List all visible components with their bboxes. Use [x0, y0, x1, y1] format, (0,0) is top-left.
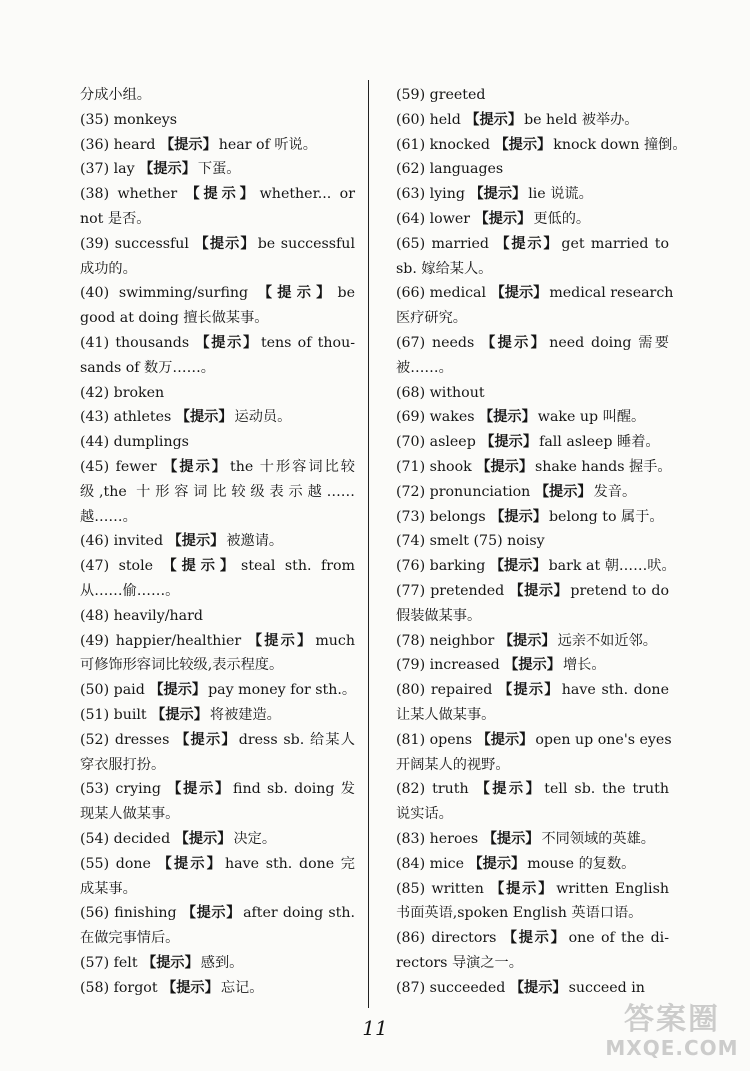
- hint-marker: 【提示】: [465, 111, 523, 128]
- hint-marker: 【提示】: [149, 682, 207, 699]
- answer-entry: [80, 430, 355, 455]
- hint-marker: 【提示】: [162, 979, 219, 996]
- answer-entry: [80, 108, 355, 133]
- answer-entry: [80, 852, 355, 902]
- answer-entry: [396, 554, 676, 579]
- answer-entry: [80, 678, 355, 703]
- answer-entry: [80, 133, 355, 158]
- answer-line: (64) lower 【提示】 更低的。: [396, 210, 591, 227]
- answer-line: (56) finishing 【提示】 after doing sth.: [80, 905, 355, 922]
- answer-line: 被……。: [396, 359, 453, 376]
- answer-line: 可修饰形容词比较级,表示程度。: [80, 657, 284, 674]
- answer-entry: [80, 381, 355, 406]
- answer-line: sb. 嫁给某人。: [396, 260, 493, 277]
- answer-entry: [396, 976, 669, 1001]
- hint-marker: 【提示】: [490, 285, 548, 302]
- hint-marker: 【提示】: [175, 409, 233, 426]
- hint-marker: 【提示】: [257, 285, 336, 302]
- answer-entry: [80, 405, 355, 430]
- answer-entry: [396, 728, 672, 778]
- watermark-logo: [602, 1003, 742, 1065]
- answer-line: (53) crying 【提示】 find sb. doing 发: [80, 781, 355, 798]
- answer-line: (50) paid 【提示】 pay money for sth.。: [80, 682, 357, 699]
- answer-entry: [80, 83, 355, 108]
- answer-line: (45) fewer 【提示】 the 十形容词比较: [80, 458, 355, 475]
- hint-marker: 【提示】: [194, 235, 256, 252]
- left-answer-column: [80, 83, 355, 1000]
- answer-entry: [396, 505, 669, 530]
- hint-marker: 【提示】: [174, 830, 232, 847]
- answer-entry: [396, 579, 669, 629]
- answer-line: (55) done 【提示】 have sth. done 完: [80, 855, 355, 872]
- answer-line: (82) truth 【提示】 tell sb. the truth: [396, 781, 669, 798]
- answer-entry: [396, 381, 669, 406]
- answer-line: (69) wakes 【提示】 wake up 叫醒。: [396, 409, 646, 426]
- hint-marker: 【提示】: [167, 781, 232, 798]
- answer-entry: [396, 405, 669, 430]
- answer-entry: [396, 133, 687, 158]
- watermark-site-text: MXQE.COM: [605, 1036, 739, 1060]
- answer-entry: [396, 777, 669, 827]
- answer-entry: [396, 827, 669, 852]
- answer-entry: [80, 901, 355, 951]
- answer-line: (40) swimming/surfing 【提示】 be: [80, 285, 355, 302]
- answer-entry: [80, 703, 355, 728]
- answer-line: 成功的。: [80, 260, 137, 277]
- answer-line: (48) heavily/hard: [80, 607, 203, 624]
- answer-line: (83) heroes 【提示】 不同领域的英雄。: [396, 830, 655, 847]
- answer-entry: [396, 455, 672, 480]
- hint-marker: 【提示】: [167, 533, 225, 550]
- answer-entry: [396, 157, 669, 182]
- answer-line: (51) built 【提示】 将被建造。: [80, 706, 281, 723]
- page-number: 11: [362, 1016, 388, 1040]
- hint-marker: 【提示】: [157, 855, 224, 872]
- hint-marker: 【提示】: [498, 682, 560, 699]
- answer-entry: [80, 182, 355, 232]
- answer-line: (86) directors 【提示】 one of the di-: [396, 930, 669, 947]
- answer-entry: [80, 827, 355, 852]
- answer-entry: [396, 108, 669, 133]
- answer-line: (65) married 【提示】 get married to: [396, 235, 670, 252]
- hint-marker: 【提示】: [476, 731, 534, 748]
- answer-line: (73) belongs 【提示】 belong to 属于。: [396, 508, 664, 525]
- answer-line: 成某事。: [80, 880, 137, 897]
- hint-marker: 【提示】: [247, 632, 314, 649]
- answer-entry: [80, 529, 355, 554]
- answer-line: (44) dumplings: [80, 434, 189, 451]
- answer-line: (67) needs 【提示】 need doing 需要: [396, 334, 669, 351]
- hint-marker: 【提示】: [479, 409, 536, 426]
- answer-entry: [80, 604, 355, 629]
- answer-entry: [80, 157, 355, 182]
- hint-marker: 【提示】: [534, 483, 592, 500]
- answer-line: 级,the 十形容词比较级表示越……: [80, 483, 355, 500]
- hint-marker: 【提示】: [494, 136, 552, 153]
- answer-line: (63) lying 【提示】 lie 说谎。: [396, 186, 593, 203]
- hint-marker: 【提示】: [476, 458, 534, 475]
- answer-line: 假装做某事。: [396, 607, 482, 624]
- right-answer-column: [396, 83, 687, 1000]
- answer-line: (46) invited 【提示】 被邀请。: [80, 533, 284, 550]
- answer-entry: [80, 976, 355, 1001]
- hint-marker: 【提示】: [162, 558, 240, 575]
- hint-marker: 【提示】: [139, 161, 196, 178]
- answer-line: 越……。: [80, 508, 137, 525]
- hint-marker: 【提示】: [480, 434, 538, 451]
- hint-marker: 【提示】: [142, 954, 199, 971]
- answer-entry: [80, 777, 355, 827]
- answer-line: 穿衣服打扮。: [80, 756, 166, 773]
- hint-marker: 【提示】: [498, 632, 556, 649]
- answer-line: (57) felt 【提示】 感到。: [80, 954, 244, 971]
- answer-line: (66) medical 【提示】 medical research: [396, 285, 674, 302]
- answer-entry: [396, 182, 669, 207]
- answer-entry: [396, 678, 669, 728]
- answer-entry: [80, 281, 355, 331]
- hint-marker: 【提示】: [481, 334, 548, 351]
- answer-line: 从……偷……。: [80, 582, 180, 599]
- hint-marker: 【提示】: [151, 706, 208, 723]
- answer-line: (76) barking 【提示】 bark at 朝……吠。: [396, 558, 676, 575]
- answer-entry: [80, 728, 355, 778]
- answer-line: sands of 数万……。: [80, 359, 215, 376]
- answer-entry: [396, 629, 669, 654]
- answer-line: (70) asleep 【提示】 fall asleep 睡着。: [396, 434, 660, 451]
- answer-entry: [80, 232, 355, 282]
- column-divider: [368, 80, 369, 1008]
- answer-line: (71) shook 【提示】 shake hands 握手。: [396, 458, 672, 475]
- answer-entry: [396, 480, 669, 505]
- answer-entry: [80, 455, 355, 529]
- answer-entry: [396, 653, 669, 678]
- answer-line: (68) without: [396, 384, 485, 401]
- answer-line: (59) greeted: [396, 87, 486, 103]
- hint-marker: 【提示】: [163, 458, 228, 475]
- answer-line: (84) mice 【提示】 mouse 的复数。: [396, 855, 636, 872]
- answer-line: (47) stole 【提示】 steal sth. from: [80, 558, 355, 575]
- answer-entry: [80, 554, 355, 604]
- answer-line: (85) written 【提示】 written English: [396, 880, 669, 897]
- answer-line: 说实话。: [396, 806, 453, 823]
- hint-marker: 【提示】: [502, 930, 567, 947]
- answer-line: (81) opens 【提示】 open up one's eyes: [396, 731, 672, 748]
- hint-marker: 【提示】: [490, 508, 547, 525]
- hint-marker: 【提示】: [475, 781, 543, 798]
- hint-marker: 【提示】: [474, 210, 532, 227]
- answer-line: (41) thousands 【提示】 tens of thou-: [80, 334, 355, 351]
- answer-entry: [80, 629, 355, 679]
- answer-entry: [396, 529, 669, 554]
- answer-line: 在做完事情后。: [80, 930, 180, 947]
- hint-marker: 【提示】: [469, 186, 527, 203]
- hint-marker: 【提示】: [175, 731, 237, 748]
- answer-line: (80) repaired 【提示】 have sth. done: [396, 682, 669, 699]
- answer-line: (38) whether 【提示】 whether... or: [80, 186, 355, 203]
- answer-line: 开阔某人的视野。: [396, 756, 510, 773]
- answer-entry: [80, 951, 355, 976]
- answer-entry: [396, 331, 669, 381]
- answer-line: (43) athletes 【提示】 运动员。: [80, 409, 292, 426]
- answer-line: (72) pronunciation 【提示】 发音。: [396, 483, 637, 500]
- answer-entry: [396, 281, 674, 331]
- answer-line: rectors 导演之一。: [396, 954, 523, 971]
- hint-marker: 【提示】: [195, 334, 259, 351]
- answer-line: (36) heard 【提示】 hear of 听说。: [80, 136, 317, 153]
- answer-entry: [80, 331, 355, 381]
- answer-line: 现某人做某事。: [80, 806, 180, 823]
- answer-line: (74) smelt (75) noisy: [396, 533, 545, 550]
- answer-line: (54) decided 【提示】 决定。: [80, 830, 277, 847]
- hint-marker: 【提示】: [185, 186, 258, 203]
- answer-line: (58) forgot 【提示】 忘记。: [80, 979, 264, 996]
- answer-line: (62) languages: [396, 161, 504, 178]
- answer-line: (42) broken: [80, 384, 165, 401]
- answer-entry: [396, 207, 669, 232]
- answer-line: good at doing 擅长做某事。: [80, 310, 269, 327]
- answer-entry: [396, 852, 669, 877]
- answer-line: (35) monkeys: [80, 111, 178, 128]
- answer-line: 医疗研究。: [396, 310, 467, 327]
- answer-entry: [396, 877, 669, 927]
- answer-line: (39) successful 【提示】 be successful: [80, 235, 355, 252]
- hint-marker: 【提示】: [495, 235, 560, 252]
- answer-line: (60) held 【提示】 be held 被举办。: [396, 111, 639, 128]
- hint-marker: 【提示】: [482, 830, 540, 847]
- hint-marker: 【提示】: [181, 905, 242, 922]
- answer-entry: [396, 430, 669, 455]
- hint-marker: 【提示】: [490, 880, 555, 897]
- answer-line: (37) lay 【提示】 下蛋。: [80, 161, 241, 178]
- answer-line: (49) happier/healthier 【提示】 much: [80, 632, 355, 649]
- watermark-logo-text: 答案圈: [624, 1002, 720, 1037]
- hint-marker: 【提示】: [504, 657, 561, 674]
- hint-marker: 【提示】: [489, 558, 547, 575]
- answer-entry: [396, 83, 669, 108]
- answer-line: 让某人做某事。: [396, 706, 496, 723]
- answer-line: (61) knocked 【提示】 knock down 撞倒。: [396, 136, 687, 153]
- answer-line: (79) increased 【提示】 增长。: [396, 657, 606, 674]
- answer-line: (87) succeeded 【提示】 succeed in: [396, 979, 645, 996]
- answer-line: 分成小组。: [80, 87, 151, 103]
- hint-marker: 【提示】: [509, 979, 567, 996]
- answer-line: (78) neighbor 【提示】 远亲不如近邻。: [396, 632, 657, 649]
- answer-line: 书面英语,spoken English 英语口语。: [396, 905, 643, 922]
- answer-entry: [396, 926, 669, 976]
- hint-marker: 【提示】: [160, 136, 217, 153]
- hint-marker: 【提示】: [509, 582, 569, 599]
- answer-line: (77) pretended 【提示】 pretend to do: [396, 582, 669, 599]
- answer-line: not 是否。: [80, 210, 151, 227]
- answer-line: (52) dresses 【提示】 dress sb. 给某人: [80, 731, 355, 748]
- hint-marker: 【提示】: [468, 855, 526, 872]
- answer-entry: [396, 232, 669, 282]
